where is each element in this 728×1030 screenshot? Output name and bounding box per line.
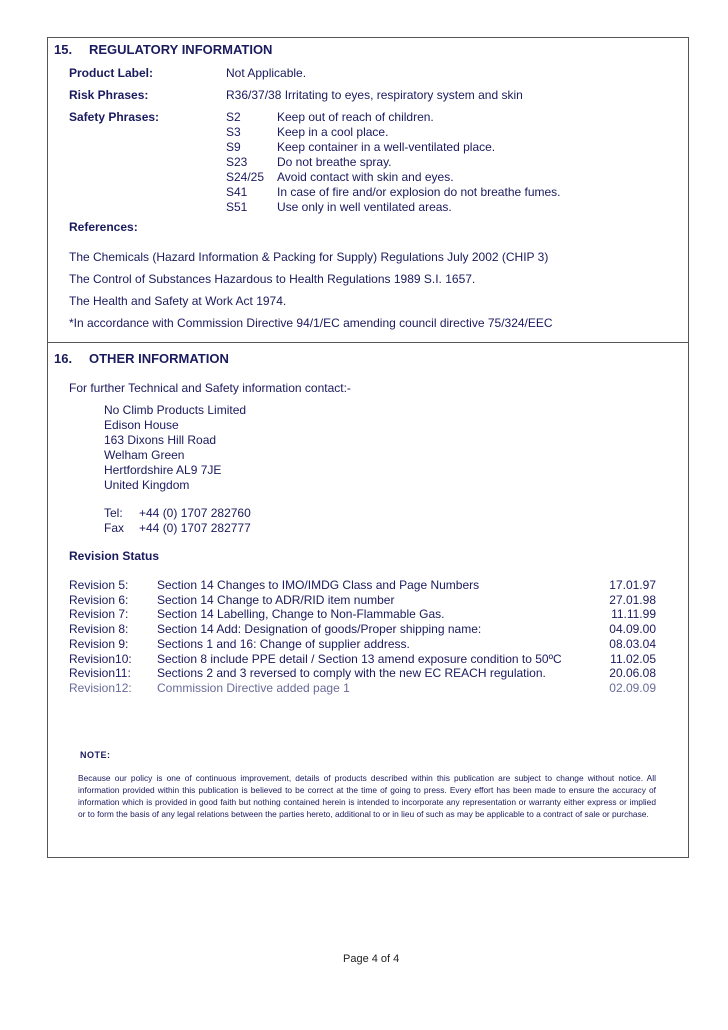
address-line: Edison House [104, 418, 179, 432]
fax-label: Fax [104, 521, 125, 535]
revision-number: Revision 5: [69, 578, 129, 592]
note-label: NOTE: [80, 750, 111, 760]
section-16-number: 16. [54, 351, 73, 366]
safety-phrase-text: Use only in well ventilated areas. [277, 200, 452, 214]
revision-number: Revision10: [69, 651, 132, 666]
revision-date: 02.09.09 [609, 680, 656, 695]
revision-description: Section 14 Change to ADR/RID item number [157, 592, 395, 607]
revision-number: Revision11: [69, 666, 131, 681]
safety-phrase-text: Do not breathe spray. [277, 155, 392, 169]
risk-phrases-value: R36/37/38 Irritating to eyes, respiratory system and skin [226, 88, 523, 102]
safety-phrase-code: S24/25 [226, 170, 265, 184]
section-15-number: 15. [54, 42, 73, 57]
address-line: United Kingdom [104, 478, 190, 492]
reference-item: The Control of Substances Hazardous to Health Regulations 1989 S.I. 1657. [69, 272, 476, 286]
revision-status-label: Revision Status [69, 549, 160, 563]
safety-phrase-code: S23 [226, 155, 248, 169]
address-line: 163 Dixons Hill Road [104, 433, 217, 447]
product-label-value: Not Applicable. [226, 66, 307, 80]
reference-item: *In accordance with Commission Directive 94/1/EC amending council directive 75/324/EEC [69, 316, 553, 330]
reference-item: The Chemicals (Hazard Information & Packing for Supply) Regulations July 2002 (CHIP 3) [69, 250, 549, 264]
safety-phrase-code: S51 [226, 200, 248, 214]
revision-number: Revision 7: [69, 607, 129, 622]
risk-phrases-label: Risk Phrases: [69, 88, 149, 102]
revision-number: Revision12: [69, 680, 132, 695]
tel-value: +44 (0) 1707 282760 [139, 506, 251, 520]
revision-date: 04.09.00 [609, 622, 656, 637]
revision-number: Revision 6: [69, 592, 129, 607]
section-15-title: REGULATORY INFORMATION [89, 42, 273, 57]
reference-item: The Health and Safety at Work Act 1974. [69, 294, 287, 308]
safety-phrase-text: Keep out of reach of children. [277, 110, 434, 124]
safety-phrase-code: S9 [226, 140, 241, 154]
address-line: Hertfordshire AL9 7JE [104, 463, 222, 477]
contact-intro: For further Technical and Safety information contact:- [69, 381, 351, 395]
note-text: Because our policy is one of continuous improvement, details of products described within this publication are subject to change without notice. All information provided within this publication is believed to be correct at the time of going to press. Every effort has been made to ensure the accuracy of information which is provided in good faith but nothing contained herein is intended to incorporate any representation or warranty either express or implied or to form the basis of any legal relations between the parties hereto, additional to or in lieu of such as may be applicable to a contract of sale or purchase. [78, 773, 656, 819]
revision-date: 20.06.08 [609, 666, 656, 681]
address-line: No Climb Products Limited [104, 403, 247, 417]
revision-description: Sections 2 and 3 reversed to comply with the new EC REACH regulation. [157, 666, 546, 681]
revision-date: 08.03.04 [609, 636, 656, 651]
safety-phrase-text: Avoid contact with skin and eyes. [277, 170, 454, 184]
fax-value: +44 (0) 1707 282777 [139, 521, 251, 535]
section-16-title: OTHER INFORMATION [89, 351, 229, 366]
revision-description: Commission Directive added page 1 [157, 680, 350, 695]
revision-description: Section 8 include PPE detail / Section 13 amend exposure condition to 50ºC [157, 651, 562, 666]
revision-date: 27.01.98 [609, 592, 656, 607]
revision-number: Revision 8: [69, 622, 129, 637]
revision-description: Sections 1 and 16: Change of supplier address. [157, 636, 410, 651]
revision-date: 17.01.97 [609, 578, 656, 592]
safety-phrase-text: Keep in a cool place. [277, 125, 389, 139]
revision-description: Section 14 Add: Designation of goods/Proper shipping name: [157, 622, 482, 637]
safety-phrase-code: S3 [226, 125, 241, 139]
product-label-label: Product Label: [69, 66, 154, 80]
safety-phrase-code: S2 [226, 110, 241, 124]
revision-date: 11.11.99 [611, 607, 656, 622]
revision-description: Section 14 Labelling, Change to Non-Flammable Gas. [157, 607, 445, 622]
safety-phrase-text: Keep container in a well-ventilated place. [277, 140, 496, 154]
safety-phrase-code: S41 [226, 185, 248, 199]
safety-phrase-text: In case of fire and/or explosion do not breathe fumes. [277, 185, 561, 199]
page-number: Page 4 of 4 [343, 953, 400, 965]
references-label: References: [69, 220, 138, 234]
tel-label: Tel: [104, 506, 123, 520]
address-line: Welham Green [104, 448, 185, 462]
safety-phrases-label: Safety Phrases: [69, 110, 160, 124]
revision-date: 11.02.05 [610, 651, 656, 666]
revision-number: Revision 9: [69, 636, 129, 651]
revision-description: Section 14 Changes to IMO/IMDG Class and Page Numbers [157, 578, 480, 592]
